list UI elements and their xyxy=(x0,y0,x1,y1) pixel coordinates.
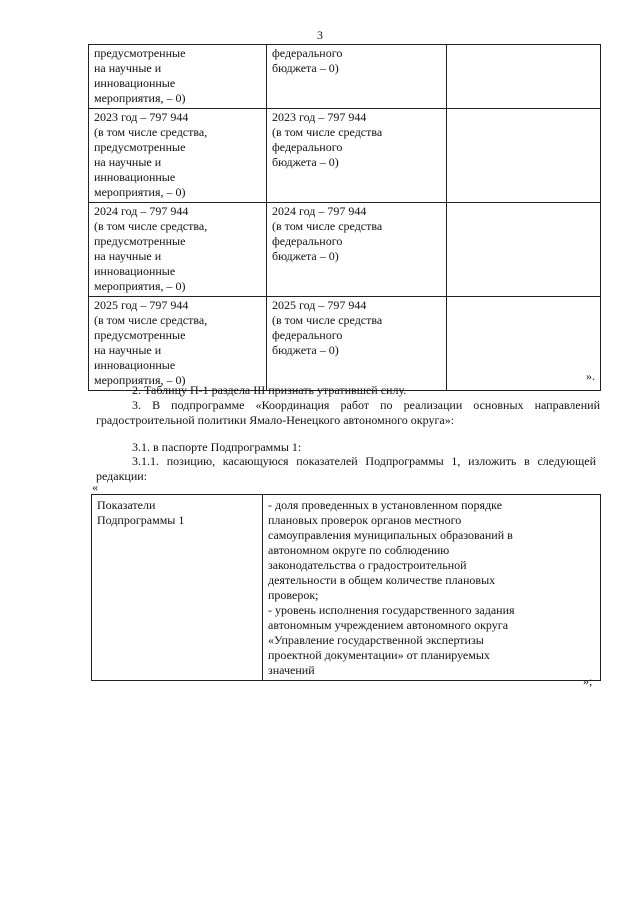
funding-table xyxy=(88,44,601,391)
indicators-table xyxy=(91,494,601,681)
indicators-content-line: автономным учреждением автономного округа xyxy=(268,618,509,632)
funding-cell-line: (в том числе средства, xyxy=(94,125,208,139)
funding-cell-line: (в том числе средства, xyxy=(94,219,208,233)
funding-cell-federal xyxy=(267,45,447,109)
funding-cell-line: федерального xyxy=(272,46,343,60)
funding-row xyxy=(89,297,601,391)
funding-cell-line: предусмотренные xyxy=(94,234,186,248)
paragraph-3-1: 3.1. в паспорте Подпрограммы 1: xyxy=(132,440,302,454)
funding-cell-line: инновационные xyxy=(94,358,176,372)
closing-quote-mark-2: »; xyxy=(583,674,593,688)
funding-row xyxy=(89,109,601,203)
funding-cell-line: 2023 год – 797 944 xyxy=(272,110,367,124)
funding-cell-empty xyxy=(447,45,601,109)
funding-cell-line: инновационные xyxy=(94,170,176,184)
indicators-label-cell xyxy=(92,495,263,681)
funding-cell-line: 2024 год – 797 944 xyxy=(272,204,367,218)
indicators-content-line: значений xyxy=(268,663,315,677)
indicators-label-line: Показатели xyxy=(97,498,156,512)
funding-cell-empty xyxy=(447,297,601,391)
funding-cell-line: (в том числе средства xyxy=(272,219,383,233)
indicators-content-cell xyxy=(263,495,601,681)
funding-cell-federal xyxy=(267,297,447,391)
paragraph-3: 3. В подпрограмме «Координация работ по реализации основных направлений градостроительной политики Ямало-Ненецкого автономного округа»: xyxy=(96,398,600,427)
indicators-content-line: деятельности в общем количестве плановых xyxy=(268,573,496,587)
paragraph-3-1-1: 3.1.1. позицию, касающуюся показателей Подпрограммы 1, изложить в следующей редакции: xyxy=(96,454,596,483)
funding-cell-line: бюджета – 0) xyxy=(272,155,339,169)
closing-quote-mark: ». xyxy=(586,369,595,383)
funding-cell-total xyxy=(89,109,267,203)
indicators-content-line: «Управление государственной экспертизы xyxy=(268,633,484,647)
funding-row xyxy=(89,45,601,109)
indicators-content-line: самоуправления муниципальных образований в xyxy=(268,528,513,542)
indicators-content-line: автономном округе по соблюдению xyxy=(268,543,450,557)
funding-cell-line: предусмотренные xyxy=(94,46,186,60)
funding-cell-line: федерального xyxy=(272,328,343,342)
funding-cell-empty xyxy=(447,203,601,297)
funding-cell-line: 2025 год – 797 944 xyxy=(94,298,189,312)
funding-cell-federal xyxy=(267,203,447,297)
indicators-content-line: законодательства о градостроительной xyxy=(268,558,467,572)
funding-cell-empty xyxy=(447,109,601,203)
funding-row xyxy=(89,203,601,297)
funding-cell-line: федерального xyxy=(272,140,343,154)
indicators-content-line: - доля проведенных в установленном порядке xyxy=(268,498,503,512)
funding-cell-line: на научные и xyxy=(94,249,162,263)
funding-cell-line: мероприятия, – 0) xyxy=(94,185,186,199)
funding-cell-total xyxy=(89,203,267,297)
funding-cell-line: мероприятия, – 0) xyxy=(94,91,186,105)
page-number: 3 xyxy=(317,28,323,42)
funding-cell-line: 2025 год – 797 944 xyxy=(272,298,367,312)
funding-cell-line: предусмотренные xyxy=(94,140,186,154)
indicators-content-line: проверок; xyxy=(268,588,319,602)
funding-cell-line: на научные и xyxy=(94,155,162,169)
funding-cell-line: (в том числе средства, xyxy=(94,313,208,327)
funding-cell-line: предусмотренные xyxy=(94,328,186,342)
funding-cell-line: бюджета – 0) xyxy=(272,61,339,75)
funding-table-body xyxy=(89,45,601,391)
paragraph-2: 2. Таблицу П-1 раздела III признать утратившей силу. xyxy=(132,383,407,397)
funding-cell-line: бюджета – 0) xyxy=(272,249,339,263)
indicators-content-line: плановых проверок органов местного xyxy=(268,513,462,527)
funding-cell-federal xyxy=(267,109,447,203)
funding-cell-line: 2024 год – 797 944 xyxy=(94,204,189,218)
opening-quote-mark: « xyxy=(92,480,98,494)
funding-cell-line: мероприятия, – 0) xyxy=(94,373,186,387)
indicators-content-line: проектной документации» от планируемых xyxy=(268,648,490,662)
funding-cell-line: на научные и xyxy=(94,343,162,357)
indicators-row xyxy=(92,495,601,681)
funding-cell-line: инновационные xyxy=(94,76,176,90)
funding-cell-line: (в том числе средства xyxy=(272,125,383,139)
funding-cell-line: федерального xyxy=(272,234,343,248)
funding-cell-line: на научные и xyxy=(94,61,162,75)
funding-cell-line: инновационные xyxy=(94,264,176,278)
funding-cell-total xyxy=(89,297,267,391)
funding-cell-line: 2023 год – 797 944 xyxy=(94,110,189,124)
funding-cell-line: бюджета – 0) xyxy=(272,343,339,357)
funding-cell-total xyxy=(89,45,267,109)
funding-cell-line: мероприятия, – 0) xyxy=(94,279,186,293)
indicators-label-line: Подпрограммы 1 xyxy=(97,513,185,527)
funding-cell-line: (в том числе средства xyxy=(272,313,383,327)
indicators-content-line: - уровень исполнения государственного задания xyxy=(268,603,515,617)
